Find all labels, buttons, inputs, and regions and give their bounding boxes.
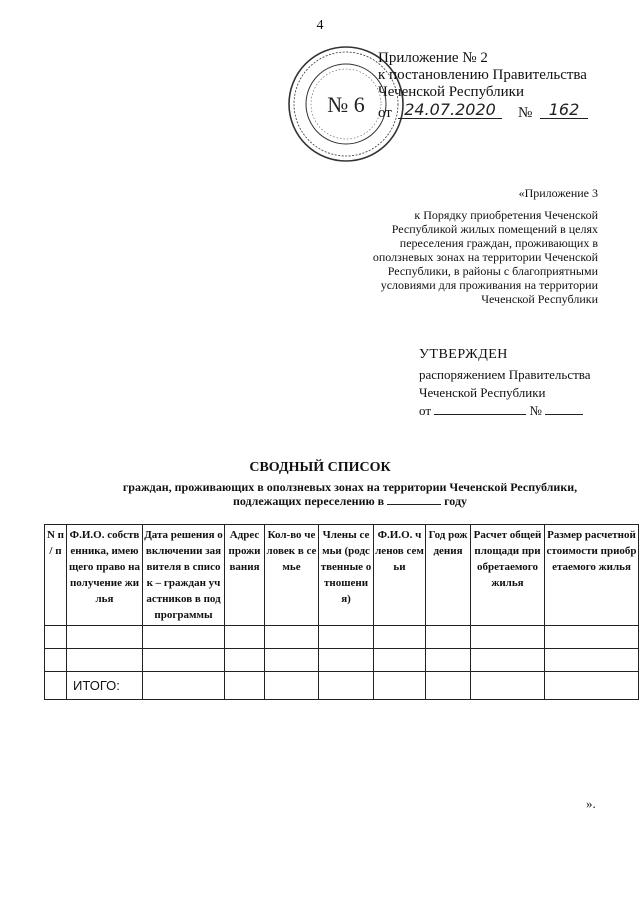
column-header: Размер расчетной стоимости приобретаемого жилья — [545, 525, 639, 626]
column-header: Расчет общей площади приобретаемого жилья — [471, 525, 545, 626]
appendix-3-header — [330, 186, 598, 306]
approval-block — [419, 346, 609, 420]
table-cell — [374, 649, 426, 672]
svg-text:№ 6: № 6 — [327, 92, 365, 117]
table-cell — [45, 649, 67, 672]
approval-date-blank — [434, 402, 526, 415]
approval-date-prefix: от — [419, 403, 432, 418]
table-cell — [265, 626, 319, 649]
document-subtitle-line-2 — [70, 494, 630, 508]
table-cell — [426, 626, 471, 649]
page-number: 4 — [316, 18, 324, 33]
table-cell — [225, 649, 265, 672]
column-header: Ф.И.О. членов семьи — [374, 525, 426, 626]
subtitle-text: подлежащих переселению в — [232, 494, 385, 508]
table-row — [45, 626, 639, 649]
column-header: Кол-во человек в семье — [265, 525, 319, 626]
approval-number-sign: № — [529, 403, 542, 418]
date-prefix: от — [378, 105, 392, 121]
column-header: Адрес проживания — [225, 525, 265, 626]
total-label: ИТОГО: — [67, 672, 143, 700]
year-blank — [387, 494, 441, 505]
table-cell — [471, 649, 545, 672]
table-cell — [374, 672, 426, 700]
appendix-3-line: Республики, в районы с благоприятными — [387, 264, 598, 278]
document-title: СВОДНЫЙ СПИСОК — [249, 460, 391, 475]
table-cell — [265, 672, 319, 700]
table-total-row — [45, 672, 639, 700]
table-cell — [45, 672, 67, 700]
subtitle-year-word: году — [444, 494, 468, 508]
column-header: N п / п — [45, 525, 67, 626]
table-cell — [426, 672, 471, 700]
table-cell — [319, 649, 374, 672]
summary-table — [44, 524, 639, 700]
table-cell — [225, 672, 265, 700]
appendix-2-line-3: Чеченской Республики — [378, 84, 524, 100]
table-cell — [67, 626, 143, 649]
closing-quote: ». — [586, 796, 596, 811]
appendix-3-line: переселения граждан, проживающих в — [399, 236, 598, 250]
handwritten-number: 162 — [540, 101, 588, 119]
table-cell — [143, 649, 225, 672]
column-header: Члены семьи (родственные отношения) — [319, 525, 374, 626]
approval-number-blank — [545, 402, 583, 415]
table-cell — [545, 672, 639, 700]
table-cell — [426, 649, 471, 672]
appendix-3-line: Чеченской Республики — [481, 292, 598, 306]
table-cell — [265, 649, 319, 672]
document-subtitle — [70, 480, 630, 508]
appendix-2-line-2: к постановлению Правительства — [378, 67, 587, 83]
table-row — [45, 649, 639, 672]
table-cell — [471, 626, 545, 649]
appendix-3-line: условиями для проживания на территории — [380, 278, 598, 292]
approval-line-1: распоряжением Правительства — [419, 367, 591, 382]
table-header-row — [45, 525, 639, 626]
appendix-2-header — [378, 50, 587, 125]
table-cell — [143, 672, 225, 700]
document-subtitle-line-1: граждан, проживающих в оползневых зонах на территории Чеченской Республики, — [122, 480, 578, 494]
handwritten-date: 24.07.2020 — [398, 101, 502, 119]
table-cell — [545, 649, 639, 672]
table-cell — [143, 626, 225, 649]
appendix-3-line: оползневых зонах на территории Чеченской — [372, 250, 598, 264]
column-header: Дата решения о включении заявителя в список – граждан участников в подпрограммы — [143, 525, 225, 626]
column-header: Год рождения — [426, 525, 471, 626]
table-cell — [225, 626, 265, 649]
appendix-3-line: к Порядку приобретения Чеченской — [414, 208, 598, 222]
table-cell — [45, 626, 67, 649]
appendix-3-line: Республикой жилых помещений в целях — [391, 222, 598, 236]
table-cell — [545, 626, 639, 649]
table-cell — [319, 672, 374, 700]
approval-line-2: Чеченской Республики — [419, 385, 546, 400]
approval-title: УТВЕРЖДЕН — [419, 347, 508, 362]
approval-date-row — [419, 402, 609, 420]
table-cell — [319, 626, 374, 649]
table-cell — [471, 672, 545, 700]
number-sign: № — [518, 105, 533, 121]
appendix-2-date-row — [378, 101, 587, 125]
appendix-3-title: «Приложение 3 — [518, 186, 598, 200]
table-cell — [374, 626, 426, 649]
column-header: Ф.И.О. собственника, имеющего право на получение жилья — [67, 525, 143, 626]
appendix-2-title: Приложение № 2 — [378, 50, 488, 66]
table-cell — [67, 649, 143, 672]
